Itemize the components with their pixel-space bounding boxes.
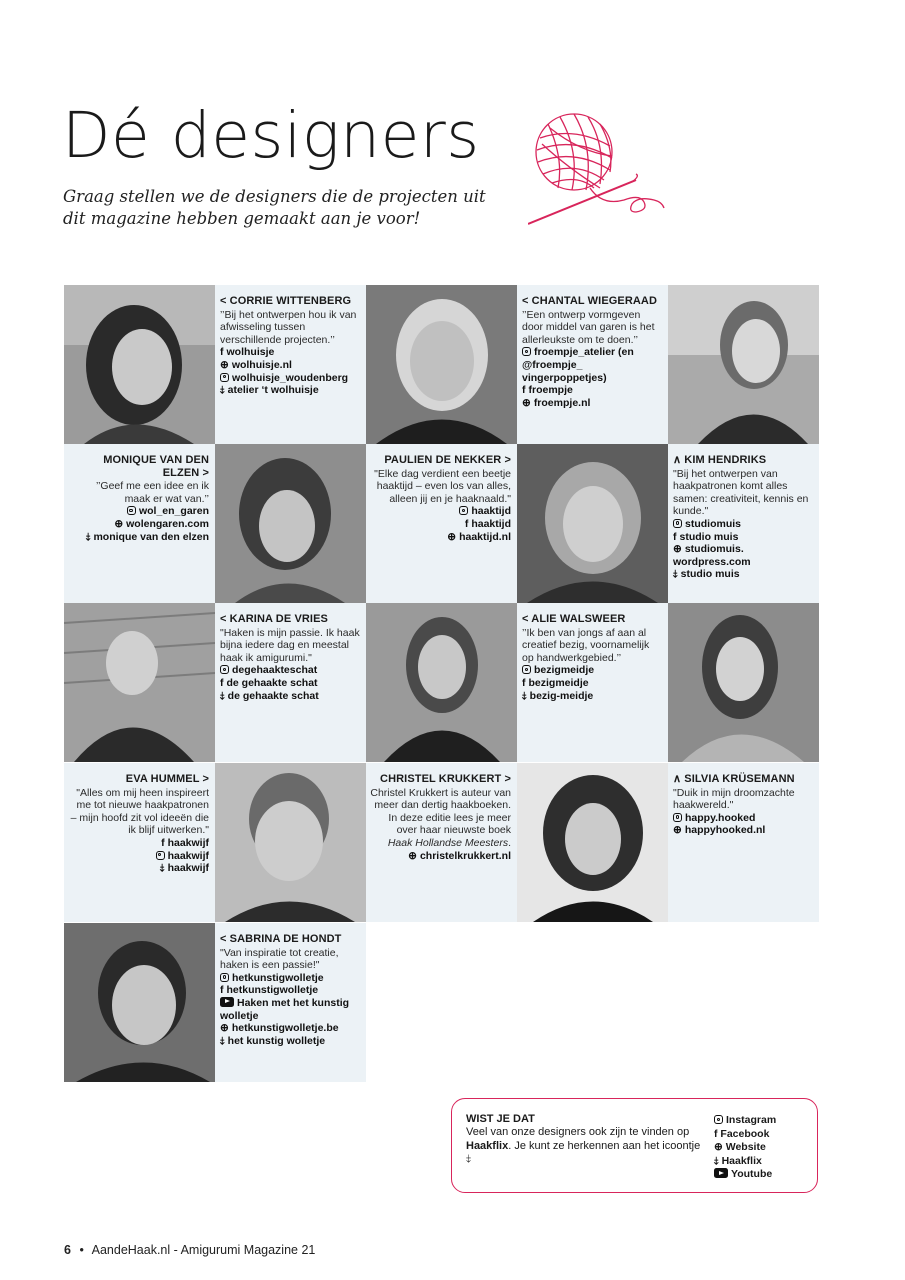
website-icon: ⊕: [220, 358, 229, 371]
designer-name: < CHANTAL WIEGERAAD: [522, 295, 658, 307]
instagram-link[interactable]: haakwijf: [68, 850, 209, 863]
haakflix-icon: ⤈: [220, 689, 225, 702]
instagram-icon: [127, 506, 136, 515]
legend-facebook: f Facebook: [714, 1127, 770, 1140]
website-icon: ⊕: [714, 1141, 726, 1154]
designer-quote: ’’Bij het ontwerpen hou ik van afwisseling tussen verschillende projecten.’’: [220, 308, 357, 346]
facebook-link[interactable]: f haakwijf: [161, 836, 209, 849]
designer-card-monique-van-den-elzen: [64, 444, 215, 603]
designer-card-paulien-de-nekker: [366, 444, 517, 603]
designer-card-alie-walsweer: [517, 603, 668, 762]
haakflix-icon: ⤈: [522, 689, 527, 702]
instagram-icon: [220, 665, 229, 674]
intro-text: Graag stellen we de designers die de projecten uit dit magazine hebben gemaakt aan je voor!: [63, 187, 486, 228]
designer-card-kim-hendriks: [668, 444, 819, 603]
instagram-link[interactable]: wol_en_garen: [68, 505, 209, 518]
facebook-icon: f: [220, 984, 224, 997]
facebook-icon: f: [522, 676, 526, 689]
designer-quote: "Bij het ontwerpen van haakpatronen komt alles samen: creativiteit, kennis en kunde.": [673, 467, 809, 518]
website-link[interactable]: ⊕ froempje.nl: [522, 396, 591, 409]
haakflix-icon: ⤈: [466, 1153, 471, 1165]
website-icon: ⊕: [673, 824, 682, 837]
facebook-icon: f: [220, 346, 224, 359]
photo-christel-krukkert: [517, 763, 668, 922]
legend-instagram: Instagram: [714, 1114, 776, 1128]
designer-card-chantal-wiegeraad: [517, 285, 668, 444]
website-link[interactable]: ⊕ happyhooked.nl: [673, 824, 766, 837]
designer-quote: "Duik in mijn droomzachte haakwereld.": [673, 786, 795, 812]
legend-youtube: Youtube: [714, 1168, 776, 1182]
instagram-icon: [522, 665, 531, 674]
haakflix-link[interactable]: ⤈ studio muis: [673, 568, 740, 581]
facebook-icon: f: [464, 517, 469, 530]
facebook-link[interactable]: f studio muis: [673, 530, 739, 543]
page-number: 6: [64, 1243, 71, 1257]
facebook-link[interactable]: f de gehaakte schat: [220, 676, 318, 689]
designer-card-silvia-krusemann: [668, 763, 819, 922]
footer-text: AandeHaak.nl - Amigurumi Magazine 21: [91, 1243, 316, 1257]
designer-name: CHRISTEL KRUKKERT >: [380, 773, 511, 785]
instagram-link[interactable]: wolhuisje_woudenberg: [220, 372, 360, 385]
website-link[interactable]: ⊕ haaktijd.nl: [447, 530, 511, 543]
photo-sabrina-de-hondt: [64, 923, 215, 1082]
haakflix-link[interactable]: ⤈ monique van den elzen: [85, 530, 209, 543]
haakflix-link[interactable]: ⤈ het kunstig wolletje: [220, 1034, 326, 1047]
youtube-icon: [714, 1168, 728, 1178]
footer-bullet: •: [79, 1243, 84, 1257]
facebook-link[interactable]: f bezigmeidje: [522, 676, 589, 689]
website-link[interactable]: ⊕ wolhuisje.nl: [220, 358, 292, 371]
website-icon: ⊕: [408, 849, 417, 862]
photo-karina-de-vries: [64, 603, 215, 762]
legend-website: ⊕ Website: [714, 1141, 766, 1154]
designer-quote: ’’Een ontwerp vormgeven door middel van garen is het allerleukste om te doen.’’: [522, 308, 655, 346]
instagram-link[interactable]: studiomuis: [673, 518, 813, 531]
photo-alie-walsweer: [366, 603, 517, 762]
facebook-link[interactable]: f hetkunstigwolletje: [220, 984, 319, 997]
photo-silvia-krusemann: [668, 603, 819, 762]
haakflix-link[interactable]: ⤈ bezig-meidje: [522, 689, 594, 702]
legend-haakflix: ⤈ Haakflix: [714, 1154, 762, 1167]
designer-name: PAULIEN DE NEKKER >: [384, 454, 511, 466]
photo-monique-van-den-elzen: [215, 444, 366, 603]
facebook-icon: f: [522, 384, 526, 397]
instagram-icon: [522, 347, 531, 356]
designer-quote: Christel Krukkert is auteur van meer dan dertig haakboeken. In deze editie lees je meer over haar nieuwste boek Haak Hollandse Meesters.: [370, 786, 511, 849]
instagram-icon: [714, 1115, 723, 1124]
page-title: Dé designers: [62, 99, 480, 172]
youtube-icon: [220, 997, 234, 1007]
photo-chantal-wiegeraad: [366, 285, 517, 444]
website-link[interactable]: ⊕ christelkrukkert.nl: [408, 849, 511, 862]
designer-card-corrie-wittenberg: [215, 285, 366, 444]
facebook-link[interactable]: f wolhuisje: [220, 346, 275, 359]
website-icon: ⊕: [522, 396, 531, 409]
haakflix-icon: ⤈: [714, 1154, 722, 1167]
instagram-icon: [220, 973, 229, 982]
haakflix-icon: ⤈: [220, 1034, 225, 1047]
photo-paulien-de-nekker: [517, 444, 668, 603]
instagram-icon: [156, 851, 165, 860]
designer-name: < SABRINA DE HONDT: [220, 933, 342, 945]
haakflix-link[interactable]: ⤈ de gehaakte schat: [220, 689, 319, 702]
wist-je-dat-box: [451, 1098, 818, 1193]
facebook-icon: f: [220, 676, 224, 689]
haakflix-icon: ⤈: [85, 530, 91, 543]
website-link[interactable]: ⊕ wolengaren.com: [114, 517, 209, 530]
facebook-link[interactable]: f froempje: [522, 384, 573, 397]
photo-eva-hummel: [215, 763, 366, 922]
icon-legend: [714, 1114, 776, 1182]
facebook-icon: f: [161, 836, 165, 849]
instagram-icon: [220, 373, 229, 382]
instagram-icon: [673, 519, 682, 528]
haakflix-icon: ⤈: [159, 862, 165, 875]
designer-quote: "Elke dag verdient een beetje haaktijd – even los van alles, alleen jij en je haaknaald.": [374, 467, 511, 505]
designer-name: MONIQUE VAN DEN ELZEN >: [103, 454, 209, 479]
designer-quote: ’’Ik ben van jongs af aan al creatief bezig, voornamelijk op handwerkgebied.’’: [522, 626, 650, 664]
designer-quote: "Haken is mijn passie. Ik haak bijna iedere dag en meestal haak ik amigurumi.": [220, 626, 360, 664]
designer-quote: "Alles om mij heen inspireert me tot nieuwe haakpatronen – mijn hoofd zit vol ideeën die ik blijf uitwerken.": [70, 786, 209, 837]
facebook-icon: f: [714, 1127, 721, 1140]
instagram-link[interactable]: haaktijd: [370, 505, 511, 518]
instagram-icon: [673, 813, 682, 822]
website-icon: ⊕: [447, 530, 457, 543]
youtube-link[interactable]: Haken met het kunstig wolletje: [220, 996, 350, 1022]
page-footer: [64, 1243, 315, 1257]
designer-quote: "Van inspiratie tot creatie, haken is een passie!": [220, 946, 339, 972]
website-link[interactable]: ⊕ studiomuis. wordpress.com: [673, 543, 751, 568]
website-icon: ⊕: [220, 1022, 229, 1035]
haakflix-icon: ⤈: [673, 568, 678, 581]
instagram-icon: [459, 506, 468, 515]
website-icon: ⊕: [673, 543, 682, 556]
designer-quote: ’’Geef me een idee en ik maak er wat van.’’: [95, 480, 209, 505]
haakflix-link[interactable]: ⤈ atelier ‘t wolhuisje: [220, 384, 319, 397]
instagram-link[interactable]: degehaakteschat: [220, 664, 360, 677]
instagram-link[interactable]: happy.hooked: [673, 812, 813, 825]
designer-card-eva-hummel: [64, 763, 215, 922]
website-link[interactable]: ⊕ hetkunstigwolletje.be: [220, 1022, 339, 1035]
designer-card-karina-de-vries: [215, 603, 366, 762]
designer-name: ∧ KIM HENDRIKS: [673, 454, 767, 466]
instagram-link[interactable]: hetkunstigwolletje: [220, 972, 360, 985]
haakflix-icon: ⤈: [220, 384, 225, 397]
designer-name: < ALIE WALSWEER: [522, 613, 626, 625]
instagram-link[interactable]: froempje_atelier (en @froempje_ vingerpoppetjes): [522, 346, 634, 384]
photo-kim-hendriks: [668, 285, 819, 444]
facebook-icon: f: [673, 530, 677, 543]
facebook-link[interactable]: f haaktijd: [464, 517, 511, 530]
photo-corrie-wittenberg: [64, 285, 215, 444]
haakflix-link[interactable]: ⤈ haakwijf: [159, 862, 209, 875]
wist-je-dat-title: WIST JE DAT: [466, 1113, 535, 1125]
instagram-link[interactable]: bezigmeidje: [522, 664, 662, 677]
designer-name: EVA HUMMEL >: [125, 773, 209, 785]
designer-name: < KARINA DE VRIES: [220, 613, 328, 625]
website-icon: ⊕: [114, 517, 124, 530]
designer-card-christel-krukkert: [366, 763, 517, 922]
yarn-ball-illustration: [528, 108, 668, 232]
designer-card-sabrina-de-hondt: [215, 923, 366, 1082]
designer-name: ∧ SILVIA KRÜSEMANN: [673, 773, 795, 785]
wist-je-dat-text: Veel van onze designers ook zijn te vinden op Haakflix. Je kunt ze herkennen aan het icoontje ⤈: [466, 1126, 701, 1165]
designer-name: < CORRIE WITTENBERG: [220, 295, 352, 307]
